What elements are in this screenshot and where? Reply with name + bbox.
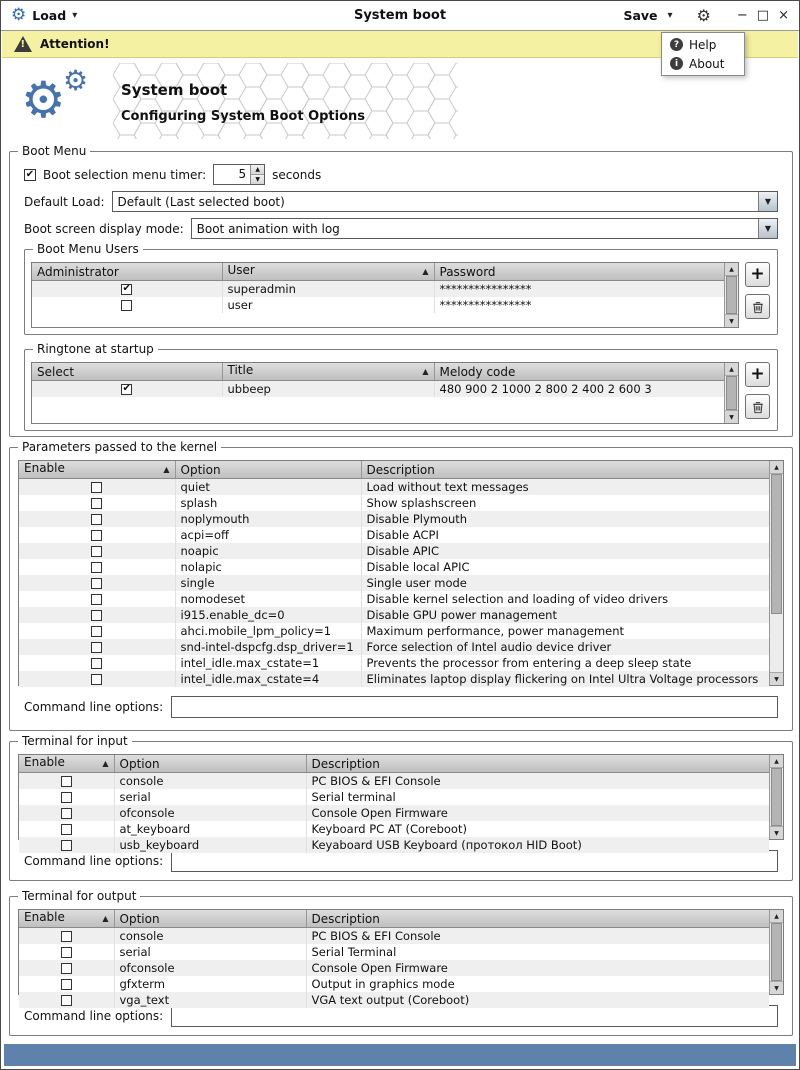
row-checkbox[interactable] xyxy=(121,384,132,395)
table-row[interactable] xyxy=(19,495,769,511)
table-row[interactable] xyxy=(19,511,769,527)
scroll-thumb[interactable] xyxy=(771,768,782,826)
table-cell: Force selection of Intel audio device driver xyxy=(366,639,612,654)
scroll-thumb[interactable] xyxy=(726,376,737,410)
timer-checkbox[interactable] xyxy=(24,169,36,181)
table-cell: noplymouth xyxy=(175,511,361,527)
row-checkbox[interactable] xyxy=(61,947,72,958)
table-cell: noapic xyxy=(175,543,361,559)
delete-ringtone-button[interactable] xyxy=(745,394,770,419)
table-cell: superadmin xyxy=(222,281,434,297)
kernel-params-table xyxy=(18,460,784,686)
terminal-input-cmdline-input[interactable] xyxy=(171,850,778,872)
row-checkbox[interactable] xyxy=(91,562,102,573)
gear-small-icon: ⚙ xyxy=(63,64,89,97)
row-checkbox[interactable] xyxy=(61,776,72,787)
table-row[interactable] xyxy=(19,639,769,655)
menu-item-about[interactable] xyxy=(662,54,744,73)
checkbox-cell xyxy=(19,773,114,789)
warning-text: Attention! xyxy=(40,37,110,51)
checkbox-cell xyxy=(19,821,114,837)
plus-icon: + xyxy=(750,364,765,384)
menu-item-label: About xyxy=(689,56,725,71)
table-cell: Console Open Firmware xyxy=(311,805,448,820)
row-checkbox[interactable] xyxy=(61,840,72,851)
table-row[interactable] xyxy=(19,805,769,821)
users-table xyxy=(31,262,739,328)
scroll-thumb[interactable] xyxy=(771,474,782,614)
table-cell: Eliminates laptop display flickering on Intel Ultra Voltage processors xyxy=(366,671,759,686)
close-button[interactable]: × xyxy=(778,8,789,23)
table-cell: vga_text xyxy=(114,992,306,1008)
column-header-title[interactable]: Title ▲ xyxy=(222,363,434,381)
combobox-arrow-icon[interactable]: ▼ xyxy=(758,192,777,211)
table-header-row xyxy=(19,755,769,773)
group-boot-menu xyxy=(9,144,793,437)
checkbox-cell xyxy=(19,976,114,992)
group-terminal-input xyxy=(9,734,793,881)
row-checkbox[interactable] xyxy=(61,995,72,1006)
app-logo-gears-icon xyxy=(21,64,99,137)
trash-icon xyxy=(751,400,765,414)
table-header-row xyxy=(19,910,769,928)
row-checkbox[interactable] xyxy=(61,808,72,819)
row-checkbox[interactable] xyxy=(61,792,72,803)
row-checkbox[interactable] xyxy=(61,963,72,974)
chevron-down-icon[interactable]: ▾ xyxy=(72,9,78,21)
table-cell: ofconsole xyxy=(114,805,306,821)
table-header-row xyxy=(32,263,724,281)
table-cell: nolapic xyxy=(175,559,361,575)
scroll-up-icon[interactable] xyxy=(770,461,783,474)
table-cell: Disable GPU power management xyxy=(366,607,557,622)
display-mode-combobox[interactable] xyxy=(191,218,778,239)
checkbox-cell xyxy=(19,655,175,671)
group-boot-menu-users xyxy=(24,242,778,335)
column-header-user[interactable]: User ▲ xyxy=(222,263,434,281)
table-cell: Maximum performance, power management xyxy=(366,623,625,638)
table-cell: nomodeset xyxy=(175,591,361,607)
table-cell: Disable kernel selection and loading of video drivers xyxy=(366,591,669,606)
table-cell: intel_idle.max_cstate=4 xyxy=(175,671,361,687)
table-cell: usb_keyboard xyxy=(114,837,306,853)
table-cell: serial xyxy=(114,944,306,960)
table-row[interactable] xyxy=(19,960,769,976)
table-cell: Console Open Firmware xyxy=(311,960,448,975)
table-row[interactable] xyxy=(19,821,769,837)
scroll-down-icon[interactable] xyxy=(770,672,783,685)
table-cell: single xyxy=(175,575,361,591)
row-checkbox[interactable] xyxy=(91,498,102,509)
checkbox-cell xyxy=(19,527,175,543)
table-row[interactable] xyxy=(19,479,769,495)
help-icon: ? xyxy=(670,38,683,51)
group-terminal-output xyxy=(9,889,793,1036)
hexagon-pattern xyxy=(113,63,458,139)
warning-icon xyxy=(14,36,32,52)
scroll-thumb[interactable] xyxy=(726,276,737,314)
group-legend: Parameters passed to the kernel xyxy=(18,440,221,454)
table-row[interactable] xyxy=(32,381,724,397)
row-checkbox[interactable] xyxy=(91,546,102,557)
group-legend: Boot Menu Users xyxy=(33,242,143,256)
row-checkbox[interactable] xyxy=(121,300,132,311)
vertical-scrollbar[interactable] xyxy=(724,263,738,327)
table-header-row xyxy=(32,363,724,381)
group-ringtone xyxy=(24,342,778,431)
table-cell: Show splashscreen xyxy=(366,495,477,510)
table-cell: acpi=off xyxy=(175,527,361,543)
vertical-scrollbar[interactable] xyxy=(724,363,738,423)
gear-large-icon: ⚙ xyxy=(21,71,66,129)
checkbox-cell xyxy=(19,639,175,655)
table-cell: intel_idle.max_cstate=1 xyxy=(175,655,361,671)
scroll-thumb[interactable] xyxy=(771,923,782,981)
column-header-description[interactable]: Description xyxy=(361,461,769,479)
terminal-input-table xyxy=(18,754,784,852)
checkbox-cell xyxy=(19,960,114,976)
table-cell: Keyaboard USB Keyboard (протокол HID Boot) xyxy=(311,837,582,852)
sort-asc-icon xyxy=(422,363,428,380)
terminal-output-cmdline-input[interactable] xyxy=(171,1005,778,1027)
row-checkbox[interactable] xyxy=(91,674,102,685)
checkbox-cell xyxy=(19,559,175,575)
table-cell: Load without text messages xyxy=(366,479,529,494)
sort-asc-icon xyxy=(102,755,108,772)
default-load-combobox[interactable] xyxy=(112,191,779,212)
checkbox-cell xyxy=(19,623,175,639)
row-checkbox[interactable] xyxy=(91,514,102,525)
table-cell: ofconsole xyxy=(114,960,306,976)
table-row[interactable] xyxy=(32,297,724,313)
column-header-select[interactable]: Select xyxy=(32,363,222,381)
vertical-scrollbar[interactable] xyxy=(769,755,783,839)
checkbox-cell xyxy=(19,671,175,687)
table-cell: at_keyboard xyxy=(114,821,306,837)
scroll-down-icon[interactable] xyxy=(725,410,738,423)
cmdline-label: Command line options: xyxy=(24,700,164,714)
table-cell: Prevents the processor from entering a deep sleep state xyxy=(366,655,692,670)
table-row[interactable] xyxy=(32,281,724,297)
checkbox-cell xyxy=(19,495,175,511)
scroll-up-icon[interactable] xyxy=(725,263,738,276)
column-header-option[interactable]: Option xyxy=(114,755,306,773)
table-row[interactable] xyxy=(19,928,769,944)
menu-item-help[interactable] xyxy=(662,35,744,54)
table-header-row xyxy=(19,461,769,479)
cmdline-label: Command line options: xyxy=(24,854,164,868)
checkbox-cell xyxy=(19,543,175,559)
table-cell: 480 900 2 1000 2 800 2 400 2 600 3 xyxy=(439,381,652,396)
group-legend: Ringtone at startup xyxy=(33,342,158,356)
table-row[interactable] xyxy=(19,944,769,960)
page-subtitle: Configuring System Boot Options xyxy=(121,109,366,124)
table-cell: user xyxy=(222,297,434,313)
timer-label: Boot selection menu timer: xyxy=(43,167,207,182)
table-row[interactable] xyxy=(19,671,769,687)
table-cell: Disable APIC xyxy=(366,543,440,558)
settings-dropdown-menu xyxy=(661,32,745,76)
table-cell: console xyxy=(114,773,306,789)
menu-item-label: Help xyxy=(689,37,717,52)
table-row[interactable] xyxy=(19,559,769,575)
timer-unit-label: seconds xyxy=(272,167,322,182)
table-cell: splash xyxy=(175,495,361,511)
column-header-administrator[interactable]: Administrator xyxy=(32,263,222,281)
table-cell: **************** xyxy=(439,297,532,312)
vertical-scrollbar[interactable] xyxy=(769,461,783,685)
checkbox-cell xyxy=(32,297,222,313)
delete-user-button[interactable] xyxy=(745,294,770,319)
column-header-enable[interactable]: Enable ▲ xyxy=(19,755,114,773)
group-legend: Terminal for output xyxy=(18,889,140,903)
add-ringtone-button[interactable] xyxy=(745,362,770,387)
table-cell: Output in graphics mode xyxy=(311,976,455,991)
title-bar xyxy=(1,1,799,31)
checkbox-cell xyxy=(19,789,114,805)
column-header-description[interactable]: Description xyxy=(306,755,769,773)
column-header-option[interactable]: Option xyxy=(114,910,306,928)
table-cell: serial xyxy=(114,789,306,805)
table-row[interactable] xyxy=(19,543,769,559)
group-legend: Boot Menu xyxy=(18,144,90,158)
combobox-value: Boot animation with log xyxy=(196,222,340,236)
checkbox-cell xyxy=(19,479,175,495)
kernel-cmdline-input[interactable] xyxy=(171,696,778,718)
checkbox-cell xyxy=(19,805,114,821)
checkbox-cell xyxy=(19,591,175,607)
row-checkbox[interactable] xyxy=(91,578,102,589)
page-title: System boot xyxy=(121,81,228,99)
table-row[interactable] xyxy=(19,527,769,543)
table-row[interactable] xyxy=(19,976,769,992)
table-row[interactable] xyxy=(19,591,769,607)
table-row[interactable] xyxy=(19,789,769,805)
scroll-up-icon[interactable] xyxy=(770,910,783,923)
window-title: System boot xyxy=(353,8,447,23)
table-cell: Serial Terminal xyxy=(311,944,397,959)
row-checkbox[interactable] xyxy=(91,626,102,637)
row-checkbox[interactable] xyxy=(91,482,102,493)
column-header-enable[interactable]: Enable ▲ xyxy=(19,910,114,928)
terminal-output-table xyxy=(18,909,784,1007)
table-cell: **************** xyxy=(439,281,532,296)
table-cell: Disable Plymouth xyxy=(366,511,468,526)
table-row[interactable] xyxy=(19,623,769,639)
table-row[interactable] xyxy=(19,773,769,789)
table-row[interactable] xyxy=(19,575,769,591)
row-checkbox[interactable] xyxy=(91,658,102,669)
row-checkbox[interactable] xyxy=(91,610,102,621)
checkbox-cell xyxy=(19,928,114,944)
column-header-description[interactable]: Description xyxy=(306,910,769,928)
spin-down-icon[interactable]: ▼ xyxy=(251,175,264,184)
sort-asc-icon xyxy=(163,461,169,478)
table-cell: Keyboard PC AT (Coreboot) xyxy=(311,821,467,836)
row-checkbox[interactable] xyxy=(91,530,102,541)
row-checkbox[interactable] xyxy=(91,594,102,605)
spinner-arrows[interactable] xyxy=(250,165,264,184)
checkbox-cell xyxy=(32,281,222,297)
checkbox-cell xyxy=(19,992,114,1008)
scroll-down-icon[interactable] xyxy=(770,826,783,839)
checkbox-cell xyxy=(32,381,222,397)
row-checkbox[interactable] xyxy=(61,979,72,990)
maximize-button[interactable]: □ xyxy=(756,8,770,23)
app-gear-icon: ⚙ xyxy=(11,5,27,25)
column-header-melody[interactable]: Melody code xyxy=(434,363,724,381)
table-cell: i915.enable_dc=0 xyxy=(175,607,361,623)
row-checkbox[interactable] xyxy=(61,931,72,942)
load-menu-button[interactable]: Load xyxy=(32,8,67,23)
trash-icon xyxy=(751,300,765,314)
chevron-down-icon[interactable]: ▾ xyxy=(667,9,673,21)
settings-gear-icon[interactable]: ⚙ xyxy=(696,5,711,25)
scroll-up-icon[interactable] xyxy=(725,363,738,376)
timer-spinner[interactable] xyxy=(213,164,265,185)
column-header-enable[interactable]: Enable ▲ xyxy=(19,461,175,479)
table-cell: Single user mode xyxy=(366,575,467,590)
table-row[interactable] xyxy=(19,607,769,623)
table-cell: Disable local APIC xyxy=(366,559,470,574)
table-row[interactable] xyxy=(19,992,769,1008)
table-row[interactable] xyxy=(19,837,769,853)
scroll-down-icon[interactable] xyxy=(725,314,738,327)
plus-icon: + xyxy=(750,264,765,284)
scroll-up-icon[interactable] xyxy=(770,755,783,768)
table-cell: Disable ACPI xyxy=(366,527,439,542)
ringtone-table xyxy=(31,362,739,424)
spin-up-icon[interactable]: ▲ xyxy=(251,165,264,175)
table-cell: PC BIOS & EFI Console xyxy=(311,773,441,788)
status-bar xyxy=(4,1044,796,1066)
add-user-button[interactable] xyxy=(745,262,770,287)
sort-asc-icon xyxy=(102,910,108,927)
column-header-password[interactable]: Password xyxy=(434,263,724,281)
combobox-value: Default (Last selected boot) xyxy=(117,195,285,209)
table-cell: PC BIOS & EFI Console xyxy=(311,928,441,943)
table-cell: ahci.mobile_lpm_policy=1 xyxy=(175,623,361,639)
row-checkbox[interactable] xyxy=(61,824,72,835)
row-checkbox[interactable] xyxy=(91,642,102,653)
column-header-option[interactable]: Option xyxy=(175,461,361,479)
group-kernel-parameters xyxy=(9,440,793,731)
combobox-arrow-icon[interactable]: ▼ xyxy=(758,219,777,238)
info-icon: i xyxy=(670,57,683,70)
table-cell: ubbeep xyxy=(222,381,434,397)
scroll-down-icon[interactable] xyxy=(770,981,783,994)
table-cell: snd-intel-dspcfg.dsp_driver=1 xyxy=(175,639,361,655)
group-legend: Terminal for input xyxy=(18,734,132,748)
table-cell: VGA text output (Coreboot) xyxy=(311,992,470,1007)
default-load-label: Default Load: xyxy=(24,194,105,209)
checkbox-cell xyxy=(19,837,114,853)
row-checkbox[interactable] xyxy=(121,284,132,295)
display-mode-label: Boot screen display mode: xyxy=(24,221,184,236)
vertical-scrollbar[interactable] xyxy=(769,910,783,994)
minimize-button[interactable]: − xyxy=(736,8,748,23)
table-row[interactable] xyxy=(19,655,769,671)
table-cell: console xyxy=(114,928,306,944)
table-cell: Serial terminal xyxy=(311,789,396,804)
checkbox-cell xyxy=(19,575,175,591)
table-cell: gfxterm xyxy=(114,976,306,992)
save-menu-button[interactable]: Save xyxy=(623,8,658,23)
checkbox-cell xyxy=(19,944,114,960)
timer-value[interactable]: 5 xyxy=(238,167,247,181)
cmdline-label: Command line options: xyxy=(24,1009,164,1023)
sort-asc-icon xyxy=(422,263,428,280)
table-cell: quiet xyxy=(175,479,361,495)
checkbox-cell xyxy=(19,511,175,527)
checkbox-cell xyxy=(19,607,175,623)
